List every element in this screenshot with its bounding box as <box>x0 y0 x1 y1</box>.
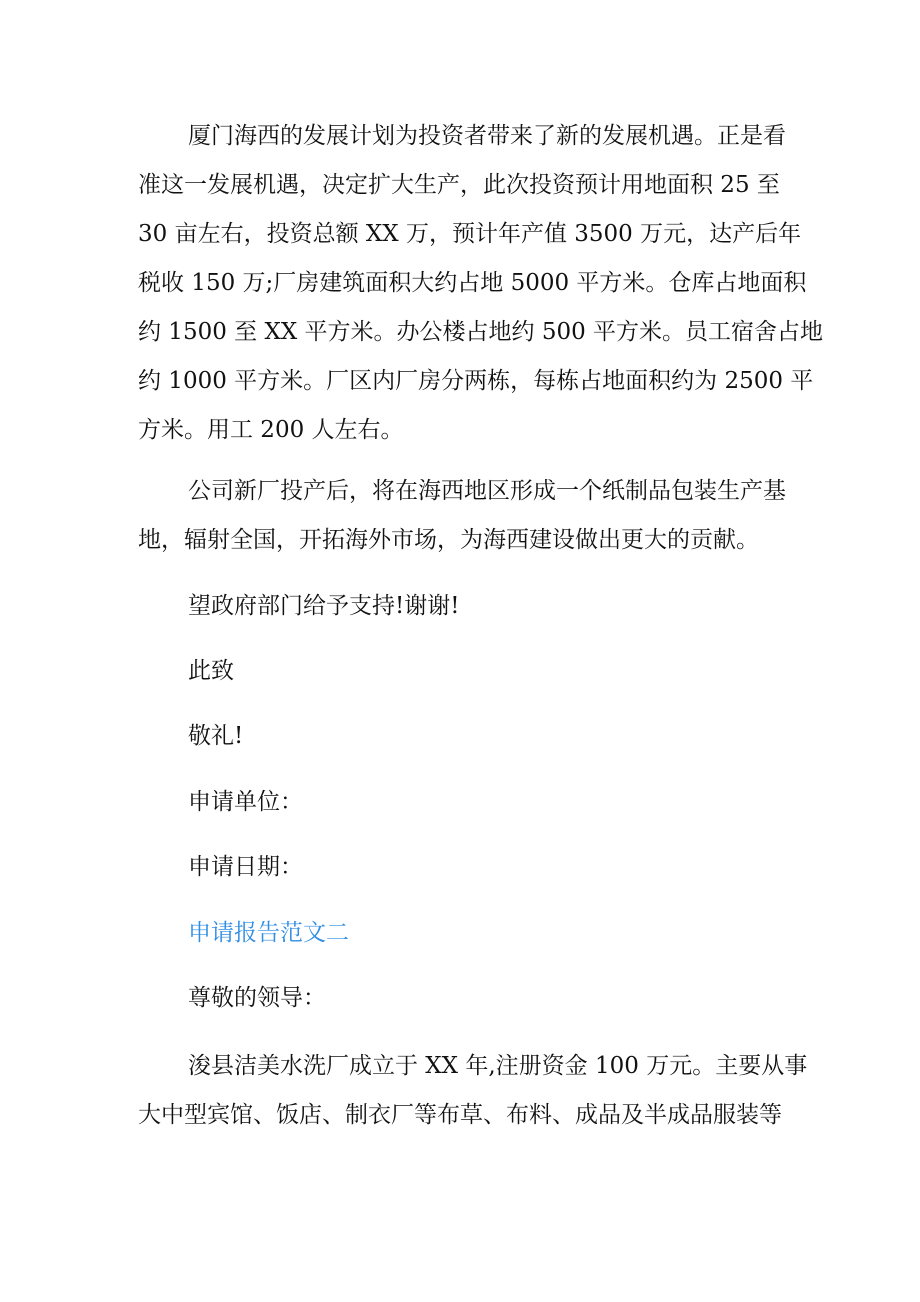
closing-cizhi: 此致 <box>188 658 234 684</box>
closing-jingli: 敬礼! <box>188 723 244 749</box>
paragraph-company-intro <box>138 1042 808 1140</box>
paragraph-line: 方米。用工 200 人左右。 <box>138 417 404 443</box>
salutation: 尊敬的领导： <box>188 985 326 1011</box>
applicant-date-label: 申请日期： <box>188 854 303 880</box>
paragraph-line: 准这一发展机遇，决定扩大生产，此次投资预计用地面积 25 至 <box>138 172 780 198</box>
paragraph-line: 30 亩左右，投资总额 XX 万，预计年产值 3500 万元，达产后年 <box>138 221 802 247</box>
paragraph-line: 厦门海西的发展计划为投资者带来了新的发展机遇。正是看 <box>188 123 786 149</box>
support-request: 望政府部门给予支持!谢谢! <box>188 593 460 619</box>
applicant-unit-label: 申请单位： <box>188 789 303 815</box>
paragraph-line: 约 1000 平方米。厂区内厂房分两栋，每栋占地面积约为 2500 平 <box>138 368 814 394</box>
paragraph-line: 地，辐射全国，开拓海外市场，为海西建设做出更大的贡献。 <box>138 527 759 553</box>
paragraph-line: 浚县洁美水洗厂成立于 XX 年,注册资金 100 万元。主要从事 <box>188 1053 808 1079</box>
paragraph-line: 约 1500 至 XX 平方米。办公楼占地约 500 平方米。员工宿舍占地 <box>138 319 824 345</box>
paragraph-line: 公司新厂投产后，将在海西地区形成一个纸制品包装生产基 <box>188 478 786 504</box>
section-heading: 申请报告范文二 <box>188 920 349 946</box>
paragraph-line: 大中型宾馆、饭店、制衣厂等布草、布料、成品及半成品服装等 <box>138 1102 782 1128</box>
paragraph-investment <box>138 112 824 455</box>
paragraph-new-factory <box>138 467 784 565</box>
paragraph-line: 税收 150 万;厂房建筑面积大约占地 5000 平方米。仓库占地面积 <box>138 270 807 296</box>
